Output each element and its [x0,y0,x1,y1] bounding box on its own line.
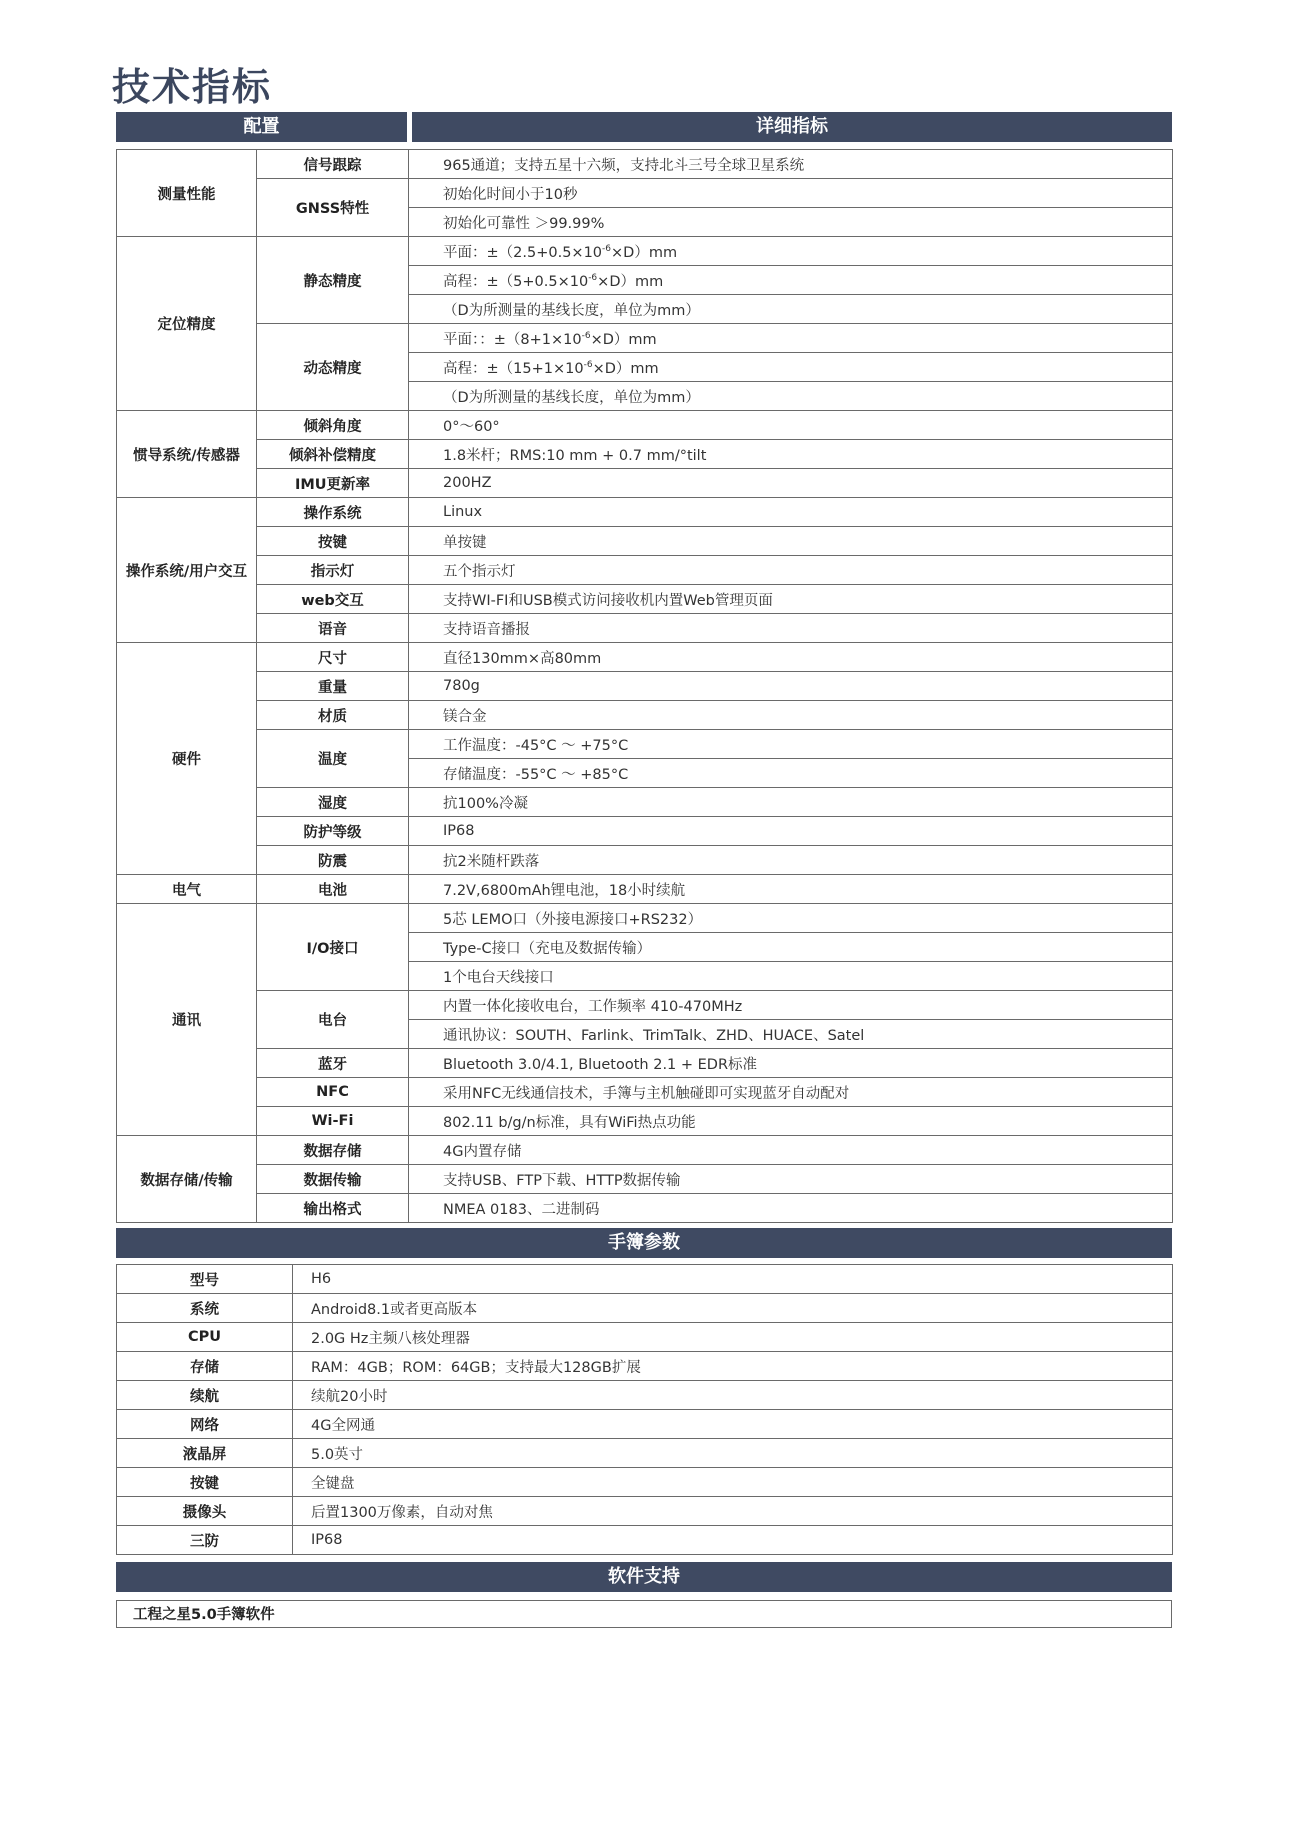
detail-cell: 直径130mm×高80mm [409,643,1173,672]
item-cell: 数据存储 [257,1136,409,1165]
item-cell: 动态精度 [257,324,409,411]
category-cell: 定位精度 [117,237,257,411]
item-cell: GNSS特性 [257,179,409,237]
category-cell: 惯导系统/传感器 [117,411,257,498]
handbook-key: 摄像头 [117,1497,293,1526]
item-cell: 静态精度 [257,237,409,324]
handbook-row [117,1381,1173,1410]
detail-cell: Bluetooth 3.0/4.1, Bluetooth 2.1 + EDR标准 [409,1049,1173,1078]
handbook-row [117,1294,1173,1323]
handbook-key: 网络 [117,1410,293,1439]
detail-cell: 7.2V,6800mAh锂电池，18小时续航 [409,875,1173,904]
detail-cell: 0°～60° [409,411,1173,440]
detail-cell: 抗100%冷凝 [409,788,1173,817]
handbook-row [117,1410,1173,1439]
handbook-value: 4G全网通 [293,1410,1173,1439]
category-cell: 测量性能 [117,150,257,237]
detail-cell: 4G内置存储 [409,1136,1173,1165]
item-cell: 操作系统 [257,498,409,527]
detail-cell: Type-C接口（充电及数据传输） [409,933,1173,962]
detail-cell: 五个指示灯 [409,556,1173,585]
handbook-row [117,1468,1173,1497]
item-cell: 输出格式 [257,1194,409,1223]
item-cell: I/O接口 [257,904,409,991]
handbook-value: 5.0英寸 [293,1439,1173,1468]
handbook-key: 按键 [117,1468,293,1497]
handbook-row [117,1352,1173,1381]
handbook-row [117,1323,1173,1352]
handbook-value: RAM：4GB；ROM：64GB；支持最大128GB扩展 [293,1352,1173,1381]
handbook-value: 续航20小时 [293,1381,1173,1410]
item-cell: 倾斜角度 [257,411,409,440]
item-cell: 材质 [257,701,409,730]
detail-cell: 采用NFC无线通信技术，手簿与主机触碰即可实现蓝牙自动配对 [409,1078,1173,1107]
handbook-value: H6 [293,1265,1173,1294]
handbook-value: 后置1300万像素，自动对焦 [293,1497,1173,1526]
detail-cell: 存储温度：-55°C ～ +85°C [409,759,1173,788]
detail-cell: 1个电台天线接口 [409,962,1173,991]
handbook-value: 全键盘 [293,1468,1173,1497]
item-cell: 防护等级 [257,817,409,846]
handbook-table [116,1264,1173,1555]
item-cell: NFC [257,1078,409,1107]
handbook-key: CPU [117,1323,293,1352]
category-cell: 通讯 [117,904,257,1136]
handbook-key: 型号 [117,1265,293,1294]
category-cell: 硬件 [117,643,257,875]
detail-cell: 支持USB、FTP下载、HTTP数据传输 [409,1165,1173,1194]
detail-cell: 965通道；支持五星十六频，支持北斗三号全球卫星系统 [409,150,1173,179]
item-cell: 防震 [257,846,409,875]
detail-cell: 平面：：$\pm(8+1\times 10^{-6}\times D)mm$ [409,324,1173,353]
handbook-row [117,1439,1173,1468]
detail-cell: 抗2米随杆跌落 [409,846,1173,875]
handbook-value: IP68 [293,1526,1173,1555]
handbook-key: 系统 [117,1294,293,1323]
detail-cell: 平面：$\pm(2.5+0.5\times 10^{-6}\times D)mm$ [409,237,1173,266]
item-cell: 电池 [257,875,409,904]
detail-cell: 780g [409,672,1173,701]
detail-cell: 高程：$\pm(5+0.5\times 10^{-6}\times D)mm$ [409,266,1173,295]
item-cell: 蓝牙 [257,1049,409,1078]
detail-cell: Linux [409,498,1173,527]
detail-cell: 初始化时间小于10秒 [409,179,1173,208]
detail-cell: 5芯 LEMO口（外接电源接口+RS232） [409,904,1173,933]
detail-header: 详细指标 [412,112,1172,142]
item-cell: 指示灯 [257,556,409,585]
handbook-row [117,1265,1173,1294]
handbook-value: Android8.1或者更高版本 [293,1294,1173,1323]
item-cell: web交互 [257,585,409,614]
handbook-key: 续航 [117,1381,293,1410]
detail-cell: NMEA 0183、二进制码 [409,1194,1173,1223]
detail-cell: 1.8米杆；RMS:10 mm + 0.7 mm/°tilt [409,440,1173,469]
item-cell: 按键 [257,527,409,556]
item-cell: 倾斜补偿精度 [257,440,409,469]
detail-cell: 200HZ [409,469,1173,498]
page-title: 技术指标 [112,65,273,109]
category-cell: 数据存储/传输 [117,1136,257,1223]
config-header: 配置 [116,112,407,142]
detail-cell: （D为所测量的基线长度，单位为mm） [409,295,1173,324]
detail-cell: 高程：$\pm(15+1\times 10^{-6}\times D)mm$ [409,353,1173,382]
handbook-value: 2.0G Hz主频八核处理器 [293,1323,1173,1352]
detail-cell: 内置一体化接收电台，工作频率 410-470MHz [409,991,1173,1020]
handbook-header: 手簿参数 [116,1228,1172,1258]
detail-cell: 初始化可靠性 ＞99.99% [409,208,1173,237]
item-cell: 温度 [257,730,409,788]
item-cell: 信号跟踪 [257,150,409,179]
detail-cell: 镁合金 [409,701,1173,730]
item-cell: 尺寸 [257,643,409,672]
item-cell: 湿度 [257,788,409,817]
item-cell: 电台 [257,991,409,1049]
item-cell: IMU更新率 [257,469,409,498]
item-cell: 语音 [257,614,409,643]
detail-cell: 支持WI-FI和USB模式访问接收机内置Web管理页面 [409,585,1173,614]
detail-cell: （D为所测量的基线长度，单位为mm） [409,382,1173,411]
software-header: 软件支持 [116,1562,1172,1592]
handbook-row [117,1497,1173,1526]
handbook-key: 存储 [117,1352,293,1381]
spec-table [116,149,1173,1223]
handbook-key: 三防 [117,1526,293,1555]
detail-cell: 802.11 b/g/n标准，具有WiFi热点功能 [409,1107,1173,1136]
detail-cell: 通讯协议：SOUTH、Farlink、TrimTalk、ZHD、HUACE、Satel [409,1020,1173,1049]
detail-cell: 单按键 [409,527,1173,556]
detail-cell: IP68 [409,817,1173,846]
detail-cell: 工作温度：-45°C ～ +75°C [409,730,1173,759]
category-cell: 操作系统/用户交互 [117,498,257,643]
item-cell: 数据传输 [257,1165,409,1194]
category-cell: 电气 [117,875,257,904]
handbook-key: 液晶屏 [117,1439,293,1468]
item-cell: 重量 [257,672,409,701]
detail-cell: 支持语音播报 [409,614,1173,643]
handbook-row [117,1526,1173,1555]
software-item: 工程之星5.0手簿软件 [116,1600,1172,1628]
item-cell: Wi-Fi [257,1107,409,1136]
